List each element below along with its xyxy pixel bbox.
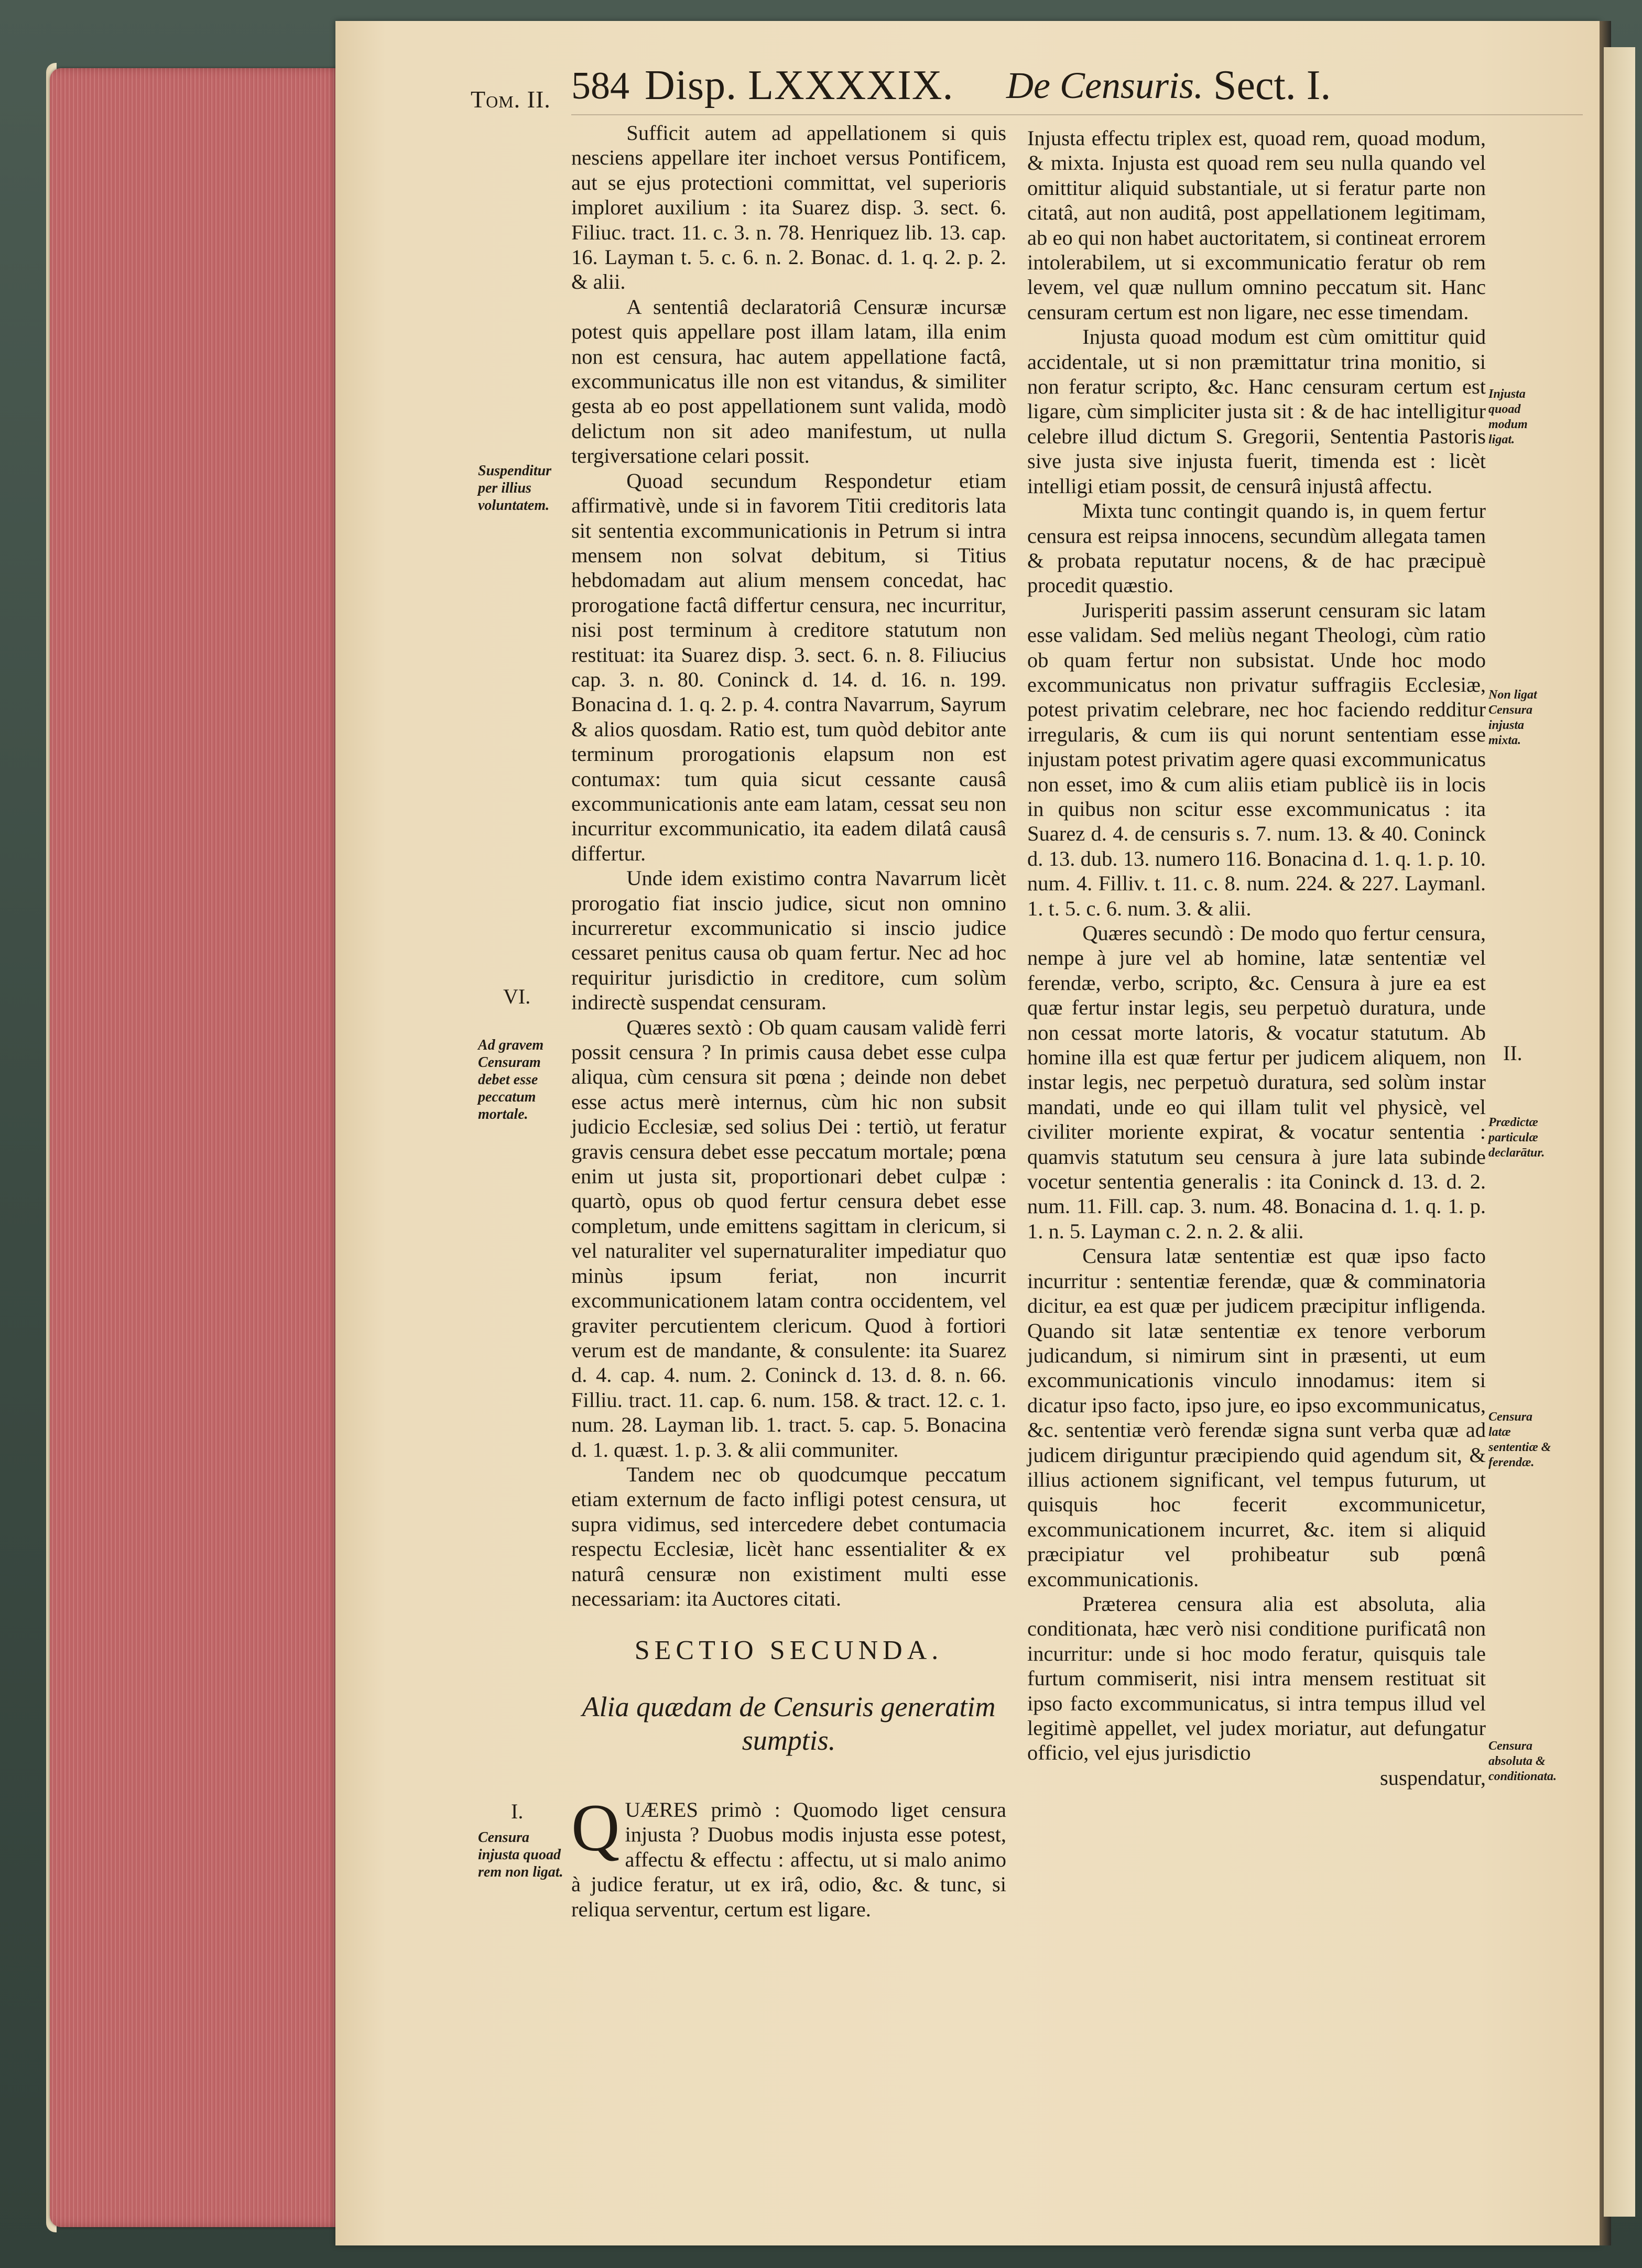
facing-page-edge [1604, 47, 1635, 2217]
red-page-edges [50, 68, 343, 2227]
left-paragraph: Unde idem existimo contra Navarrum licèt prorogatio fiat inscio judice, sicut non omnino incurreretur excommunicatio si inscio judice cessaret penitus causa ob quam fertur. Nec ad hoc requiritur jurisdictio in creditore, cum solùm indirectè suspendat censuram. [571, 866, 1006, 1015]
tome-label: Tom. II. [471, 86, 551, 113]
right-paragraph: Injusta quoad modum est cùm omittitur quid accidentale, ut si non præmittatur trina monitio, si non feratur scripto, &c. Hanc censuram certum est ligare, cùm simpliciter justa sit : & de hac intelligitur celebre illud dictum S. Gregorii, Sententia Pastoris sive justa sive injusta fuerit, timenda est : licèt intelligi etiam possit, de censurâ injustâ affectu. [1027, 325, 1486, 498]
catchword: suspendatur, [1380, 1765, 1486, 1790]
margin-note-absoluta: Censura absoluta & conditionata. [1488, 1739, 1557, 1783]
right-paragraph: Mixta tunc contingit quando is, in quem fertur censura est reipsa innocens, secundùm allegata tamen & probata reputatur nocens, & de hac præcipuè procedit quæstio. [1027, 499, 1486, 597]
margin-note-suspenditur: Suspenditur per illius voluntatem. [478, 463, 552, 514]
left-paragraph: Tandem nec ob quodcumque peccatum etiam externum de facto infligi potest censura, ut supra vidimus, sed intercedere debet contumacia respectu Ecclesiæ, licèt hanc essentialiter & ex naturâ censuræ non existiment multi esse necessariam: ita Auctores citati. [571, 1462, 1006, 1610]
margin-numeral-ii: II. [1503, 1041, 1523, 1065]
right-paragraph: Præterea censura alia est absoluta, alia conditionata, hæc verò nisi conditione purificatâ non incurritur: unde si hoc modo feratur, quisquis tale furtum commiserit, nisi intra mensem restituat sit ipso facto excommunicatus, si intra tempus illud vel legitimè appellet, vel judex moriatur, aut defungatur officio, vel ejus jurisdictio [1027, 1591, 1486, 1765]
right-paragraph: Censura latæ sententiæ est quæ ipso facto incurritur : sententiæ ferendæ, quæ & comminatoria dicitur, ea est quæ per judicem præcipitur infligenda. Quando sit latæ sententiæ ex tenore verborum judicandum, si nimirum sint in præsenti, ut eum excommunicationis vinculo innodamus: item si dicatur ipso facto, ipso jure, eo ipso excommunicatus, &c. sententiæ verò ferendæ signa sunt verba quæ ad judicem diriguntur præcipiendo quid agendum sit, & illius actionem significant, vel tempus futurum, ut quisquis hoc fecerit excommunicetur, excommunicationem incurret, &c. item si aliquid præcipiatur vel prohibeatur sub pœnâ excommunicationis. [1027, 1244, 1486, 1591]
margin-note-ad-gravem: Ad gravem Censuram debet esse peccatum mortale. [478, 1037, 544, 1122]
drop-cap: Q [571, 1791, 620, 1865]
margin-numeral-vi: VI. [503, 985, 531, 1008]
header-rule [571, 114, 1583, 115]
right-paragraph: Jurisperiti passim asserunt censuram sic latam esse validam. Sed meliùs negant Theologi, cùm ratio ob quam fertur non subsistat. Unde hoc modo excommunicatus non privatur suffragiis Ecclesiæ, potest privatim celebrare, nec hoc faciendo redditur irregularis, & cum iis qui norunt sententiam esse injustam potest privatim agere quasi excommunicatus non esset, imo & cum aliis etiam publicè iis in locis in quibus non scitur esse excommunicatus : ita Suarez d. 4. de censuris s. 7. num. 13. & 40. Coninck d. 13. dub. 13. numero 116. Bonacina d. 1. q. 1. p. 10. num. 4. Filliv. t. 11. c. 8. num. 224. & 227. Laymanl. 1. t. 5. c. 6. num. 3. & alii. [1027, 598, 1486, 920]
first-paragraph-text: UÆRES primò : Quomodo liget censura injusta ? Duobus modis injusta esse potest, affectu & effectu : affectu, ut si malo animo à judice feratur, ut ex irâ, odio, &c. & tunc, si reliqua serventur, certum est ligare. [571, 1798, 1006, 1921]
left-paragraph: A sententiâ declaratoriâ Censuræ incursæ potest quis appellare post illam latam, illa enim non est censura, hac autem appellatione factâ, excommunicatus ille non est vitandus, & similiter gesta ab eo post appellationem sunt valida, modò delictum non sit adeo manifestum, ut nulla tergiversatione celari possit. [571, 295, 1006, 468]
left-paragraph: Quæres sextò : Ob quam causam validè ferri possit censura ? In primis causa debet esse culpa aliqua, cùm censura sit pœna ; deinde non debet esse actus merè internus, cùm hic non subsit judicio Ecclesiæ, sed solius Dei : tertiò, ut feratur gravis censura debet esse peccatum mortale; pœna enim ut justa sit, proportionari debet culpæ : quartò, opus ob quod fertur censura debet esse completum, unde emittens sagittam in clericum, si vel naturaliter vel supernaturaliter impediatur quo minùs ipsum feriat, non incurrit excommunicationem latam contra occidentem, vel graviter percutientem clericum. Quod à fortiori verum est de mandante, & consulente: ita Suarez d. 4. cap. 4. num. 2. Coninck d. 13. d. 8. n. 66. Filliu. tract. 11. cap. 6. num. 158. & tract. 12. c. 1. num. 28. Layman lib. 1. tract. 5. cap. 5. Bonacina d. 1. quæst. 1. p. 3. & alii communiter. [571, 1015, 1006, 1462]
left-paragraph: Quoad secundum Respondetur etiam affirmativè, unde si in favorem Titii creditoris lata sit sententia excommunicationis in Petrum si intra mensem non solvat debitum, si Titius hebdomadam aut alium mensem concedat, hac prorogatione factâ differtur censura, nec incurritur, nisi post terminum à creditore statutum non restituat: ita Suarez disp. 3. sect. 6. n. 8. Filiucius cap. 3. n. 80. Coninck d. 14. d. 16. n. 199. Bonacina d. 1. q. 2. p. 4. contra Navarrum, Sayrum & alios quosdam. Ratio est, tum quòd debitor ante terminum prorogationis elapsum non est contumax: tum quia sicut cessante causâ excommunicationis ante eam latam, cessat seu non incurritur excommunicatio, ita eadem dilatâ causâ differtur. [571, 468, 1006, 865]
margin-note-predicta: Prædictæ particulæ declarātur. [1488, 1116, 1545, 1160]
right-paragraph: Quæres secundò : De modo quo fertur censura, nempe à jure vel ab homine, latæ sententiæ vel ferendæ, verbo, scripto, &c. Censura à jure ea est quæ fertur instar legis, seu perpetuò duratura, unde non cessat morte latoris, & vocatur statutum. Ab homine illa est quæ fertur per judicem aliquem, non instar legis, nec perpetuò duratura, sed solùm instar mandati, unde eo qui illam tulit vel physicè, vel civiliter moriente expirat, & vocatur sententia : quamvis statutum seu censura à jure lata subinde vocetur sententia generalis : ita Coninck d. 13. d. 2. num. 11. Fill. cap. 3. num. 48. Bonacina d. 1. q. 1. p. 1. n. 5. Layman c. 2. n. 2. & alii. [1027, 921, 1486, 1243]
right-column [1027, 126, 1486, 1790]
section-label: Sect. I. [1213, 62, 1331, 108]
section-two-body [571, 1791, 1006, 1922]
section-subtitle: Alia quædam de Censuris generatim sumptis. [582, 1691, 996, 1756]
left-paragraph: Sufficit autem ad appellationem si quis nesciens appellare iter inchoet versus Pontificem, aut se ejus protectioni committat, vel superioris imploret auxilium : ita Suarez disp. 3. sect. 6. Filiuc. tract. 11. c. 3. n. 78. Henriquez lib. 13. cap. 16. Layman t. 5. c. 6. n. 2. Bonac. d. 1. q. 2. p. 2. & alii. [571, 121, 1006, 294]
margin-note-censura-injusta: Censura injusta quoad rem non ligat. [478, 1829, 563, 1880]
section-heading: SECTIO SECUNDA. [634, 1635, 943, 1665]
left-column [571, 121, 1006, 1611]
disputation-title: Disp. LXXXXIX. [645, 62, 954, 108]
page-number: 584 [571, 64, 629, 107]
margin-numeral-i: I. [511, 1800, 524, 1823]
margin-note-injusta-quoad-modum: Injusta quoad modum ligat. [1488, 387, 1528, 446]
margin-note-latae-ferendae: Censura latæ sententiæ & ferendæ. [1488, 1410, 1551, 1469]
margin-note-non-ligat: Non ligat Censura injusta mixta. [1488, 688, 1537, 747]
subject-title: De Censuris. [1006, 64, 1203, 106]
section-two-first-paragraph [571, 1791, 1006, 1922]
right-paragraph: Injusta effectu triplex est, quoad rem, quoad modum, & mixta. Injusta est quoad rem seu nulla quando vel omittitur aliquid substantiale, ut si feratur parte non citatâ, aut non auditâ, post appellationem legitimam, ab eo qui non habet auctoritatem, si contineat errorem intolerabilem, ut si excommunicatio feratur ob rem levem, vel quæ nullum omnino peccatum sit. Hanc censuram certum est non ligare, nec esse timendam. [1027, 126, 1486, 324]
